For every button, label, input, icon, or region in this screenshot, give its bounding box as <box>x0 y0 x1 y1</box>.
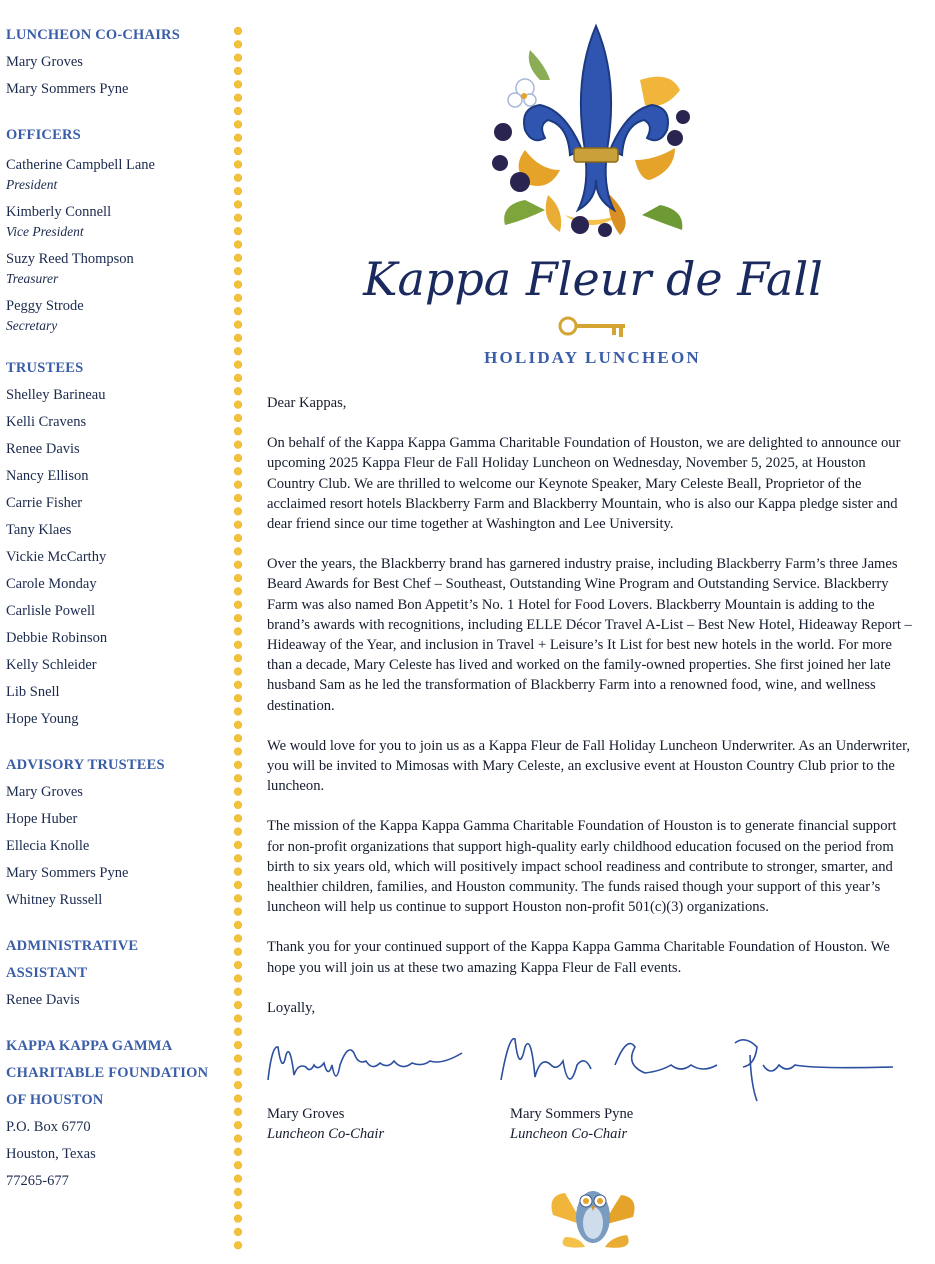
trustee-name: Vickie McCarthy <box>6 549 107 565</box>
trustee-name: Kelli Cravens <box>6 414 87 430</box>
cochair-name: Mary Sommers Pyne <box>6 81 129 97</box>
trustee-name: Shelley Barineau <box>6 387 106 403</box>
cochairs-section <box>6 22 228 103</box>
advisory-name: Hope Huber <box>6 811 78 827</box>
section-title: TRUSTEES <box>6 360 84 376</box>
officer-role: Treasurer <box>6 271 59 286</box>
officer <box>6 243 228 289</box>
section-title: OF HOUSTON <box>6 1092 104 1108</box>
officer-name: Kimberly Connell <box>6 204 112 220</box>
trustee-name: Hope Young <box>6 711 79 727</box>
salutation: Dear Kappas, <box>267 395 347 411</box>
advisory-name: Mary Groves <box>6 784 83 800</box>
officer-name: Suzy Reed Thompson <box>6 251 134 267</box>
address-line: P.O. Box 6770 <box>6 1119 91 1135</box>
fleur-band-icon <box>574 148 618 162</box>
section-title: OFFICERS <box>6 127 81 143</box>
section-title: ADMINISTRATIVE <box>6 938 139 954</box>
officer-role: Vice President <box>6 224 84 239</box>
trustee-name: Renee Davis <box>6 441 80 457</box>
signer-role: Luncheon Co-Chair <box>510 1126 628 1142</box>
closing: Loyally, <box>267 999 316 1016</box>
dotted-divider <box>233 26 243 1252</box>
sidebar <box>6 22 228 1214</box>
trustee-name: Kelly Schleider <box>6 657 97 673</box>
cochair-name: Mary Groves <box>6 54 83 70</box>
admin-section <box>6 933 228 1014</box>
letter-paragraph: We would love for you to join us as a Kappa Fleur de Fall Holiday Luncheon Underwriter. As an Underwriter, you will be invited to Mimosas with Mary Celeste, an exclusive event at Houston Country Club prior to the luncheon. <box>267 737 911 795</box>
section-title: KAPPA KAPPA GAMMA <box>6 1038 173 1054</box>
address-line: 77265-677 <box>6 1173 69 1189</box>
officers-section <box>6 122 228 336</box>
admin-name: Renee Davis <box>6 992 80 1008</box>
advisory-name: Ellecia Knolle <box>6 838 90 854</box>
key-icon <box>556 312 632 342</box>
signer-block <box>510 1104 633 1144</box>
script-title <box>363 240 823 320</box>
trustees-section <box>6 355 228 733</box>
section-title: CHARITABLE FOUNDATION <box>6 1065 209 1081</box>
trustee-name: Nancy Ellison <box>6 468 89 484</box>
fleur-de-lis-logo <box>470 20 710 250</box>
letter-paragraph: On behalf of the Kappa Kappa Gamma Charitable Foundation of Houston, we are delighted to announce our upcoming 2025 Kappa Fleur de Fall Holiday Luncheon on Wednesday, November 5, 2025, at Houston Country Club. We are thrilled to welcome our Keynote Speaker, Mary Celeste Beall, Proprietor of the acclaimed resort hotels Blackberry Farm and Blackberry Mountain, who is also our Kappa pledge sister and dear friend since our time together at Washington and Lee University. <box>267 435 901 533</box>
letter-paragraph: The mission of the Kappa Kappa Gamma Charitable Foundation of Houston is to generate financial support for non-profit organizations that support high-quality early childhood education focused on the period from birth to six years old, which will positively impact school readiness and contribute to stronger, smarter, and healthier children, families, and Houston community. The funds raised though your support of this year’s luncheon will help us continue to support Houston non-profit 501(c)(3) organizations. <box>267 818 897 916</box>
advisory-section <box>6 752 228 914</box>
officer <box>6 149 228 195</box>
letter-paragraph: Thank you for your continued support of the Kappa Kappa Gamma Charitable Foundation of Houston. We hope you will join us at these two amazing Kappa Fleur de Fall events. <box>267 939 890 976</box>
signature-mary-groves <box>262 1035 472 1095</box>
officer <box>6 196 228 242</box>
signer-name: Mary Sommers Pyne <box>510 1106 634 1122</box>
section-title: ASSISTANT <box>6 965 88 981</box>
letter-paragraph: Over the years, the Blackberry brand has garnered industry praise, including Blackberry Farm’s three James Beard Awards for Best Chef – Southeast, Outstanding Wine Program and Outstanding Service. Blackberry Farm was also named Bon Appetit’s No. 1 Hotel for Food Lovers. Blackberry Mountain is adding to the brand’s awards with recognitions, including ELLE Décor Travel A-List – Best New Hotel, Hideaway Report – Hideaway of the Year, and inclusion in Travel + Leisure’s It List for best new hotels in the world. For more than a decade, Mary Celeste has lived and worked on the family-owned properties. She first joined her late husband Sam as he led the transformation of Blackberry Farm into a renowned food, wine, and wellness destination. <box>267 556 912 714</box>
trustee-name: Tany Klaes <box>6 522 72 538</box>
address-line: Houston, Texas <box>6 1146 96 1162</box>
officer-name: Peggy Strode <box>6 298 84 314</box>
signer-name: Mary Groves <box>267 1106 345 1122</box>
script-title-text: Kappa Fleur de Fall <box>363 252 823 306</box>
signer-block <box>267 1104 384 1144</box>
officer-role: President <box>6 177 58 192</box>
foundation-section <box>6 1033 228 1195</box>
advisory-name: Whitney Russell <box>6 892 103 908</box>
owl-icon <box>545 1175 641 1253</box>
advisory-name: Mary Sommers Pyne <box>6 865 129 881</box>
trustee-name: Carrie Fisher <box>6 495 83 511</box>
officer <box>6 290 228 336</box>
trustee-name: Carlisle Powell <box>6 603 96 619</box>
trustee-name: Debbie Robinson <box>6 630 108 646</box>
subtitle: HOLIDAY LUNCHEON <box>484 348 701 367</box>
letter-body <box>267 393 915 1038</box>
signer-role: Luncheon Co-Chair <box>267 1126 385 1142</box>
officer-name: Catherine Campbell Lane <box>6 157 155 173</box>
trustee-name: Carole Monday <box>6 576 97 592</box>
officer-role: Secretary <box>6 318 58 333</box>
trustee-name: Lib Snell <box>6 684 60 700</box>
section-title: ADVISORY TRUSTEES <box>6 757 165 773</box>
white-flower-icon <box>508 79 536 107</box>
signature-mary-sommers-pyne <box>495 1025 895 1105</box>
section-title: LUNCHEON CO-CHAIRS <box>6 27 180 43</box>
